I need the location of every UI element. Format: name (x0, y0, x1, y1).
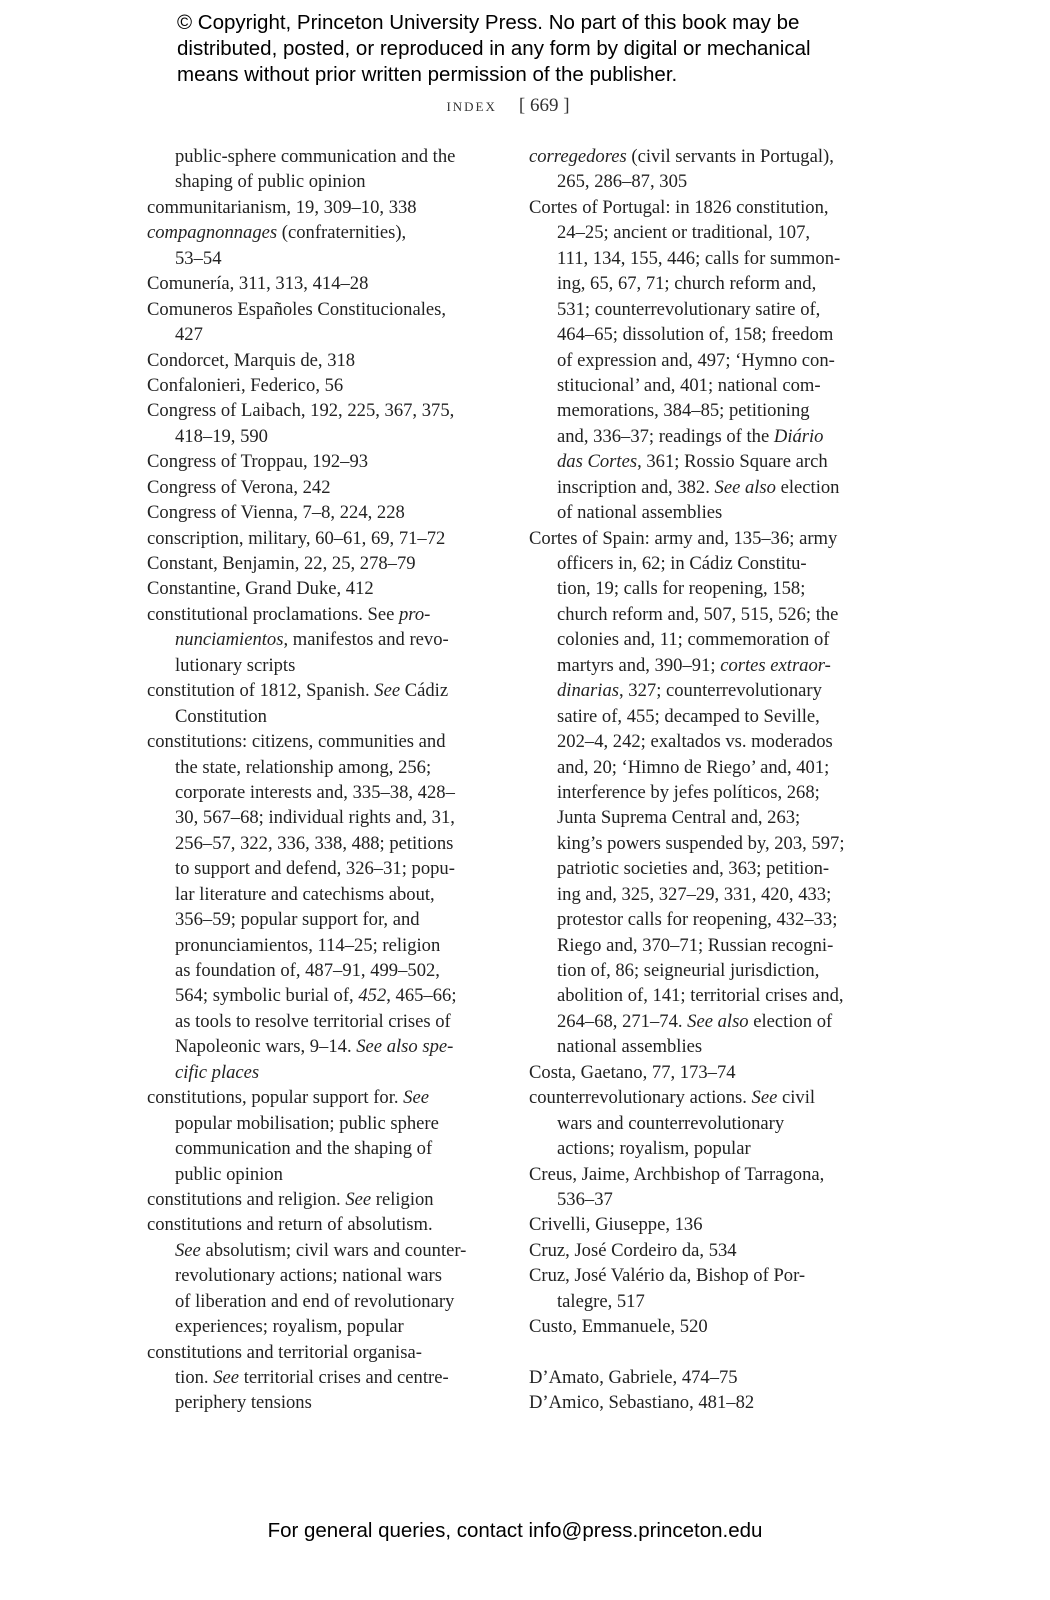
index-entry-continuation (529, 398, 845, 423)
copyright-line: means without prior written permission of the publisher. (177, 63, 678, 86)
index-entry (529, 1390, 845, 1415)
entry-text: of national assemblies (557, 502, 723, 524)
index-entry-continuation (529, 322, 845, 347)
index-entry (147, 551, 466, 576)
index-entry-continuation (529, 805, 845, 830)
entry-text: , 465–66; (386, 985, 457, 1007)
entry-text: , 361; Rossio Square arch (637, 451, 828, 473)
index-entry (529, 1365, 845, 1390)
entry-text: 531; counterrevolutionary satire of, (557, 298, 821, 320)
entry-text: Crivelli, Giuseppe, 136 (529, 1214, 703, 1236)
index-entry (529, 1162, 845, 1187)
footer-contact: For general queries, contact info@press.princeton.edu (267, 1519, 763, 1542)
index-entry (147, 1187, 466, 1212)
index-entry (147, 398, 466, 423)
entry-text: interference by jefes políticos, 268; (557, 781, 820, 803)
entry-text: Cruz, José Valério da, Bishop of Por- (529, 1265, 806, 1287)
entry-text: Cruz, José Cordeiro da, 534 (529, 1239, 737, 1261)
index-entry-continuation (529, 271, 845, 296)
index-entry (147, 373, 466, 398)
entry-text: periphery tensions (175, 1392, 312, 1414)
index-entry-continuation (147, 1034, 466, 1059)
index-entry-continuation (147, 1314, 466, 1339)
italic-text: Diário (773, 425, 824, 447)
italic-text: corregedores (529, 146, 627, 167)
index-entry-continuation (147, 1009, 466, 1034)
entry-text: 202–4, 242; exaltados vs. moderados (557, 731, 833, 753)
index-entry-continuation (529, 983, 845, 1008)
entry-text: talegre, 517 (557, 1290, 645, 1312)
italic-text: See (374, 680, 401, 702)
index-entry-continuation (529, 678, 845, 703)
entry-text: tion. (175, 1367, 214, 1388)
entry-text: tion of, 86; seigneurial jurisdiction, (557, 960, 820, 981)
index-entry-continuation (529, 220, 845, 245)
entry-text: constitutions and territorial organisa- (147, 1341, 422, 1363)
entry-text: 356–59; popular support for, and (175, 909, 420, 931)
entry-text: civil (777, 1087, 816, 1109)
entry-text: actions; royalism, popular (557, 1138, 751, 1160)
entry-text: constitutions, popular support for. (147, 1087, 404, 1109)
entry-text: memorations, 384–85; petitioning (557, 400, 810, 422)
index-entry-continuation (147, 169, 466, 194)
italic-text: See (403, 1087, 429, 1109)
copyright-line: distributed, posted, or reproduced in any form by digital or mechanical (177, 37, 811, 60)
entry-text: Constant, Benjamin, 22, 25, 278–79 (147, 553, 416, 574)
italic-text: pro- (399, 603, 431, 625)
entry-text: Constantine, Grand Duke, 412 (147, 578, 374, 600)
entry-text: election (775, 476, 840, 498)
entry-text: revolutionary actions; national wars (175, 1265, 442, 1287)
italic-text: nunciamientos (175, 629, 284, 651)
entry-text: satire of, 455; decamped to Seville, (557, 705, 820, 727)
italic-text: See also (714, 476, 776, 498)
index-entry (147, 500, 466, 525)
entry-text: 418–19, 590 (175, 425, 268, 447)
index-entry (147, 602, 466, 627)
entry-text: (civil servants in Portugal), (626, 146, 834, 167)
italic-text: See (175, 1239, 201, 1261)
index-entry-continuation (147, 805, 466, 830)
index-entry-continuation (529, 297, 845, 322)
entry-text: ing, 65, 67, 71; church reform and, (557, 273, 817, 295)
index-entry-continuation (529, 373, 845, 398)
index-entry (147, 576, 466, 601)
index-entry-continuation (147, 144, 466, 169)
entry-text: ing and, 325, 327–29, 331, 420, 433; (557, 883, 832, 905)
copyright-line: © Copyright, Princeton University Press. No part of this book may be (177, 11, 800, 34)
index-entry-continuation (147, 1365, 466, 1390)
entry-text: as tools to resolve territorial crises of (175, 1010, 451, 1032)
index-entry-continuation (147, 856, 466, 881)
entry-text: Creus, Jaime, Archbishop of Tarragona, (529, 1163, 825, 1185)
index-entry-continuation (147, 1136, 466, 1161)
index-entry-continuation (147, 1111, 466, 1136)
index-entry-continuation (529, 246, 845, 271)
page-number: [ 669 ] (518, 95, 570, 116)
index-entry-continuation (529, 1034, 845, 1059)
entry-text: and, 336–37; readings of the (557, 425, 774, 447)
index-entry (529, 1314, 845, 1339)
index-entry-continuation (529, 576, 845, 601)
index-entry-continuation (529, 1009, 845, 1034)
entry-text: 265, 286–87, 305 (557, 171, 688, 193)
italic-text: das Cortes (557, 451, 638, 473)
entry-text: church reform and, 507, 515, 526; the (557, 603, 839, 625)
index-entry (147, 195, 466, 220)
entry-text: absolutism; civil wars and counter- (200, 1239, 467, 1261)
entry-text: 264–68, 271–74. (557, 1010, 688, 1032)
entry-text: conscription, military, 60–61, 69, 71–72 (147, 527, 446, 549)
index-entry-continuation (147, 1263, 466, 1288)
index-entry (529, 1238, 845, 1263)
entry-text: Cortes of Spain: army and, 135–36; army (529, 527, 838, 549)
index-entry-continuation (147, 1238, 466, 1263)
section-title: index (446, 95, 497, 116)
entry-text: communitarianism, 19, 309–10, 338 (147, 196, 417, 218)
index-entry-continuation (147, 831, 466, 856)
entry-text: constitution of 1812, Spanish. (147, 680, 375, 702)
index-entry-continuation (529, 627, 845, 652)
italic-text: See (345, 1188, 372, 1210)
entry-text: Cádiz (400, 680, 449, 702)
index-entry (529, 144, 845, 169)
entry-text: stitucional’ and, 401; national com- (557, 374, 821, 396)
copyright-notice (177, 10, 811, 88)
italic-text: 452 (358, 985, 387, 1007)
entry-text: inscription and, 382. (557, 476, 715, 498)
index-entry-continuation (529, 424, 845, 449)
index-entry-continuation (529, 780, 845, 805)
entry-text: 30, 567–68; individual rights and, 31, (175, 807, 455, 829)
index-entry (529, 1212, 845, 1237)
index-entry-continuation (147, 958, 466, 983)
index-entry (529, 1263, 845, 1288)
index-entry (147, 475, 466, 500)
entry-text: Riego and, 370–71; Russian recogni- (557, 934, 834, 956)
index-entry (147, 297, 466, 322)
index-entry-continuation (147, 627, 466, 652)
entry-text: martyrs and, 390–91; (557, 654, 721, 676)
index-entry-continuation (147, 983, 466, 1008)
index-entry-continuation (529, 882, 845, 907)
index-entry-continuation (529, 500, 845, 525)
entry-text: communication and the shaping of (175, 1138, 433, 1160)
entry-text: 24–25; ancient or traditional, 107, (557, 222, 811, 244)
entry-text: pronunciamientos, 114–25; religion (175, 934, 441, 956)
entry-text: 427 (175, 324, 203, 346)
index-entry-continuation (529, 1136, 845, 1161)
index-entry-continuation (529, 348, 845, 373)
index-entry-continuation (529, 958, 845, 983)
entry-text: experiences; royalism, popular (175, 1316, 404, 1338)
index-entry-continuation (529, 1111, 845, 1136)
entry-text: protestor calls for reopening, 432–33; (557, 909, 838, 931)
entry-text: popular mobilisation; public sphere (175, 1112, 439, 1134)
index-entry-continuation (529, 907, 845, 932)
index-entry-continuation (529, 475, 845, 500)
entry-text: Condorcet, Marquis de, 318 (147, 349, 356, 371)
index-entry (529, 1085, 845, 1110)
index-entry-continuation (147, 704, 466, 729)
index-entry (529, 1340, 845, 1365)
index-entry-continuation (147, 755, 466, 780)
entry-text: of liberation and end of revolutionary (175, 1290, 455, 1312)
entry-text: Constitution (175, 705, 267, 727)
entry-text: Napoleonic wars, 9–14. (175, 1036, 357, 1058)
entry-text: constitutions: citizens, communities and (147, 731, 446, 753)
index-entry (147, 1085, 466, 1110)
entry-text: and, 20; ‘Himno de Riego’ and, 401; (557, 756, 830, 778)
italic-text: See (751, 1087, 778, 1109)
index-column-right (529, 144, 845, 1416)
italic-text: cortes extraor- (720, 654, 831, 676)
entry-text: national assemblies (557, 1036, 703, 1058)
entry-text: Comuneros Españoles Constitucionales, (147, 298, 447, 320)
index-entry-continuation (529, 856, 845, 881)
entry-text: D’Amato, Gabriele, 474–75 (529, 1367, 738, 1388)
entry-text: Junta Suprema Central and, 263; (557, 807, 801, 829)
entry-text: colonies and, 11; commemoration of (557, 629, 830, 651)
index-entry-continuation (147, 933, 466, 958)
entry-text: religion (371, 1188, 434, 1210)
entry-text: king’s powers suspended by, 203, 597; (557, 832, 845, 854)
italic-text: dinarias (557, 680, 619, 702)
index-entry-continuation (147, 1162, 466, 1187)
index-entry-continuation (529, 729, 845, 754)
index-entry (147, 678, 466, 703)
italic-text: See also (687, 1010, 749, 1032)
entry-text: officers in, 62; in Cádiz Constitu- (557, 553, 807, 574)
index-entry-continuation (147, 1289, 466, 1314)
index-entry-continuation (147, 882, 466, 907)
entry-text: public opinion (175, 1163, 283, 1185)
italic-text: compagnonnages (147, 222, 278, 244)
index-entry-continuation (147, 424, 466, 449)
italic-text: cific places (175, 1061, 260, 1083)
index-entry (147, 220, 466, 245)
index-entry-continuation (147, 780, 466, 805)
entry-text: wars and counterrevolutionary (557, 1112, 785, 1134)
index-entry-continuation (529, 551, 845, 576)
index-entry (147, 526, 466, 551)
index-entry-continuation (147, 1390, 466, 1415)
entry-text: , manifestos and revo- (283, 629, 449, 651)
entry-text: Congress of Troppau, 192–93 (147, 451, 369, 473)
entry-text: 53–54 (175, 247, 222, 269)
entry-text: , 327; counterrevolutionary (619, 680, 822, 702)
index-entry-continuation (529, 755, 845, 780)
entry-text: 111, 134, 155, 446; calls for summon- (557, 247, 841, 269)
entry-text: 256–57, 322, 336, 338, 488; petitions (175, 832, 454, 854)
index-entry-continuation (529, 653, 845, 678)
entry-text: Costa, Gaetano, 77, 173–74 (529, 1061, 736, 1083)
index-entry (529, 195, 845, 220)
entry-text: lar literature and catechisms about, (175, 883, 435, 905)
entry-text: abolition of, 141; territorial crises and, (557, 985, 844, 1007)
entry-text: 536–37 (557, 1188, 613, 1210)
entry-text: Confalonieri, Federico, 56 (147, 374, 344, 396)
entry-text: shaping of public opinion (175, 171, 366, 193)
entry-text: D’Amico, Sebastiano, 481–82 (529, 1392, 755, 1414)
entry-text: Congress of Laibach, 192, 225, 367, 375, (147, 400, 455, 422)
index-entry-continuation (147, 907, 466, 932)
entry-text: Custo, Emmanuele, 520 (529, 1316, 708, 1338)
entry-text: Cortes of Portugal: in 1826 constitution, (529, 196, 829, 218)
index-entry (529, 1060, 845, 1085)
index-entry-continuation (529, 1289, 845, 1314)
index-entry (147, 729, 466, 754)
running-head (0, 95, 1016, 117)
entry-text: Congress of Vienna, 7–8, 224, 228 (147, 502, 405, 524)
index-entry-continuation (529, 169, 845, 194)
entry-text: counterrevolutionary actions. (529, 1087, 752, 1109)
index-column-left (147, 144, 466, 1416)
entry-text: the state, relationship among, 256; (175, 756, 432, 778)
entry-text: as foundation of, 487–91, 499–502, (175, 960, 440, 981)
index-entry-continuation (529, 1187, 845, 1212)
entry-text: election of (748, 1010, 833, 1032)
index-entry-continuation (529, 831, 845, 856)
index-entry-continuation (147, 653, 466, 678)
index-entry-continuation (147, 1060, 466, 1085)
index-entry-continuation (147, 246, 466, 271)
index-entry-continuation (529, 602, 845, 627)
index-entry (147, 1212, 466, 1237)
index-entry (529, 526, 845, 551)
entry-text: 564; symbolic burial of, (175, 985, 359, 1007)
entry-text: Comunería, 311, 313, 414–28 (147, 273, 369, 295)
entry-text: tion, 19; calls for reopening, 158; (557, 578, 806, 600)
entry-text: public-sphere communication and the (175, 146, 456, 167)
index-entry-continuation (529, 704, 845, 729)
entry-text: constitutions and return of absolutism. (147, 1214, 433, 1236)
entry-text: constitutional proclamations. See (147, 603, 399, 625)
index-entry (147, 271, 466, 296)
index-entry (147, 348, 466, 373)
index-entry-continuation (147, 322, 466, 347)
italic-text: See (213, 1367, 240, 1388)
entry-text: constitutions and religion. (147, 1188, 346, 1210)
index-entry (147, 1340, 466, 1365)
entry-text: of expression and, 497; ‘Hymno con- (557, 349, 835, 371)
entry-text: (confraternities), (277, 222, 407, 244)
entry-text: corporate interests and, 335–38, 428– (175, 781, 455, 803)
index-entry (147, 449, 466, 474)
index-entry-continuation (529, 449, 845, 474)
entry-text: lutionary scripts (175, 654, 296, 676)
index-entry-continuation (529, 933, 845, 958)
entry-text: 464–65; dissolution of, 158; freedom (557, 324, 834, 346)
entry-text: to support and defend, 326–31; popu- (175, 858, 455, 880)
italic-text: See also spe- (356, 1036, 454, 1058)
entry-text: territorial crises and centre- (239, 1367, 449, 1388)
entry-text: Congress of Verona, 242 (147, 476, 331, 498)
entry-text: patriotic societies and, 363; petition- (557, 858, 830, 880)
